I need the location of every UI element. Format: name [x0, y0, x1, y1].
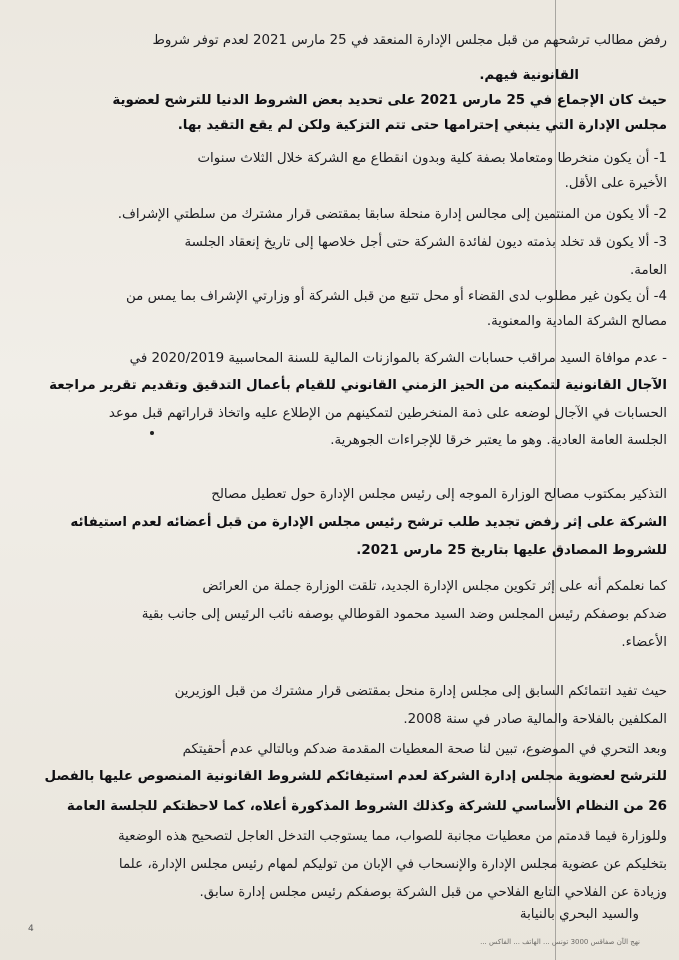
text-line-22: حيث تفيد انتمائكم السابق إلى مجلس إدارة منحل بمقتضى قرار مشترك من قبل الوزيرين: [174, 684, 667, 699]
text-line-29: وزيادة عن الفلاحي التابع الفلاحي من قبل الشركة بوصفكم رئيس مجلس إدارة سابق.: [199, 885, 667, 900]
text-line-19: كما نعلمكم أنه على إثر تكوين مجلس الإدارة الجديد، تلقت الوزارة جملة من العرائض: [202, 579, 667, 594]
text-line-13: الآجال القانونية لتمكينه من الحيز الزمني القانوني للقيام بأعمال التدقيق وتقديم تقرير مراجعة: [49, 378, 667, 393]
text-line-23: المكلفين بالفلاحة والمالية صادر في سنة 2008.: [403, 712, 667, 727]
text-line-5: 1- أن يكون منخرطا ومتعاملا بصفة كلية وبدون انقطاع مع الشركة خلال الثلاث سنوات: [197, 151, 667, 166]
text-line-25: للترشح لعضوية مجلس إدارة الشركة لعدم استيفائكم للشروط القانونية المنصوص عليها بالفصل: [44, 769, 667, 784]
text-line-2: القانونية فيهم.: [479, 68, 579, 83]
text-line-21: الأعضاء.: [621, 635, 667, 650]
text-line-12: - عدم موافاة السيد مراقب حسابات الشركة بالموازنات المالية للسنة المحاسبية 2020/2019 في: [129, 351, 667, 366]
ink-dot: [150, 431, 154, 435]
text-line-16: التذكير بمكتوب مصالح الوزارة الموجه إلى رئيس مجلس الإدارة حول تعطيل مصالح: [211, 487, 667, 502]
text-line-1: رفض مطالب ترشحهم من قبل مجلس الإدارة المنعقد في 25 مارس 2021 لعدم توفر شروط: [152, 33, 667, 48]
text-line-15: الجلسة العامة العادية. وهو ما يعتبر خرقا للإجراءات الجوهرية.: [330, 433, 667, 448]
text-line-8: 3- ألا يكون قد تخلد بذمته ديون لفائدة الشركة حتى أجل خلاصها إلى تاريخ إنعقاد الجلسة: [184, 235, 667, 250]
text-line-9: العامة.: [630, 263, 667, 278]
text-line-26: 26 من النظام الأساسي للشركة وكذلك الشروط المذكورة أعلاه، كما لاحظتكم للجلسة العامة: [66, 799, 667, 814]
page-number: 4: [28, 924, 34, 934]
footer-address: نهج الآن صفاقس 3000 تونس ... الهاتف ... الفاكس ...: [480, 938, 640, 946]
text-line-20: ضدكم بوصفكم رئيس المجلس وضد السيد محمود القوطالي بوصفه نائب الرئيس إلى جانب بقية: [141, 607, 667, 622]
text-line-24: وبعد التحري في الموضوع، تبين لنا صحة المعطيات المقدمة ضدكم وبالتالي عدم أحقيتكم: [182, 742, 667, 757]
text-line-18: للشروط المصادق عليها بتاريخ 25 مارس 2021.: [356, 543, 667, 558]
text-line-14: الحسابات في الآجال لوضعه على ذمة المنخرطين لتمكينهم من الإطلاع عليه واتخاذ قراراتهم قبل موعد: [108, 406, 667, 421]
margin-rule: [555, 0, 556, 960]
text-line-28: بتخليكم عن عضوية مجلس الإدارة والإنسحاب في الإبان من توليكم لمهام رئيس مجلس الإدارة، علما: [118, 857, 667, 872]
text-line-6: الأخيرة على الأقل.: [564, 176, 667, 191]
text-line-10: 4- أن يكون غير مطلوب لدى القضاء أو محل تتبع من قبل الشركة أو وزارتي الإشراف بما يمس من: [125, 289, 667, 304]
text-line-27: وللوزارة فيما قدمتم من معطيات مجانبة للصواب، مما يستوجب التدخل العاجل لتصحيح هذه الوضعية: [118, 829, 667, 844]
text-line-7: 2- ألا يكون من المنتمين إلى مجالس إدارة منحلة سابقا بمقتضى قرار مشترك من سلطتي الإشراف.: [117, 207, 667, 222]
text-line-17: الشركة على إثر رفض تجديد طلب ترشح رئيس مجلس الإدارة من قبل أعضائه لعدم استيفائه: [70, 515, 667, 530]
signature-line: والسيد البحري بالنيابة: [519, 907, 639, 922]
text-line-11: مصالح الشركة المادية والمعنوية.: [486, 314, 667, 329]
text-line-4: مجلس الإدارة التي ينبغي إحترامها حتى تتم التزكية ولكن لم يقع التقيد بها.: [177, 118, 667, 133]
text-line-3: حيث كان الإجماع في 25 مارس 2021 على تحديد بعض الشروط الدنيا للترشح لعضوية: [112, 93, 667, 108]
